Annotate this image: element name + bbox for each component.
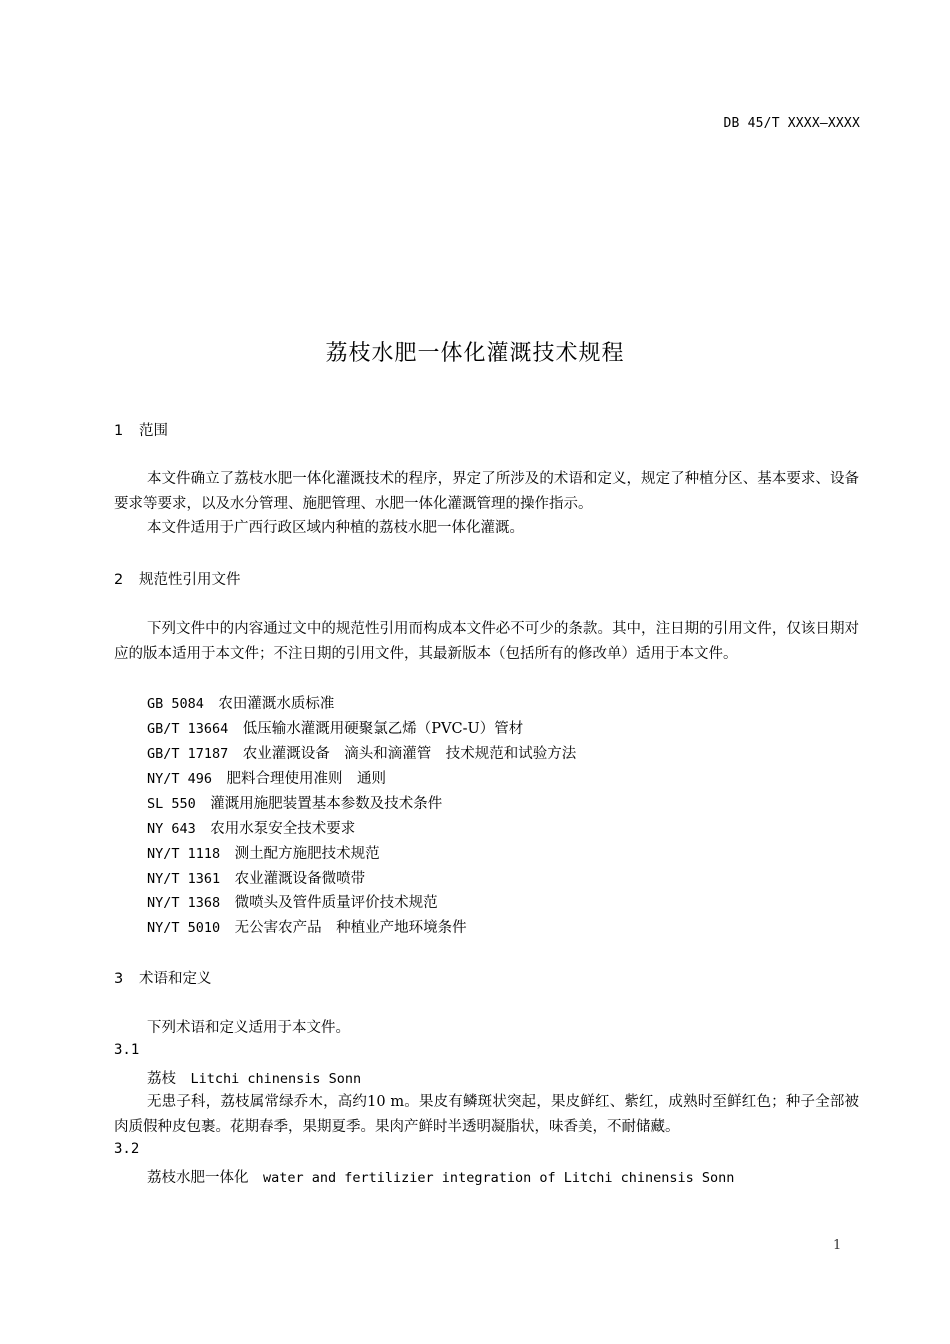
section-2-heading <box>114 568 241 589</box>
section-1-heading <box>114 419 168 440</box>
section-title: 术语和定义 <box>139 971 212 987</box>
standard-code: DB 45/T XXXX—XXXX <box>723 116 860 131</box>
reference-title: 无公害农产品 种植业产地环境条件 <box>234 920 467 936</box>
term-zh: 荔枝水肥一体化 <box>147 1170 249 1186</box>
reference-code: NY/T 496 <box>147 771 213 787</box>
reference-item <box>147 817 355 838</box>
term-number: 3.1 <box>114 1042 140 1058</box>
reference-title: 农用水泵安全技术要求 <box>210 821 356 837</box>
term-definition: 无患子科，荔枝属常绿乔木，高约10 m。果皮有鳞斑状突起，果皮鲜红、紫红，成熟时至鲜红色；种子全部被肉质假种皮包裹。花期春季，果期夏季。果肉产鲜时半透明凝脂状，味香美，不耐储藏。 <box>114 1094 859 1135</box>
section-3-heading <box>114 967 212 988</box>
reference-code: NY/T 1118 <box>147 846 221 862</box>
reference-code: GB/T 13664 <box>147 721 229 737</box>
reference-item <box>147 692 334 713</box>
reference-item <box>147 767 386 788</box>
page-number: 1 <box>833 1238 842 1253</box>
term-en: Litchi chinensis Sonn <box>190 1071 362 1087</box>
reference-item <box>147 842 380 863</box>
reference-title: 低压输水灌溉用硬聚氯乙烯（PVC-U）管材 <box>242 721 524 737</box>
paragraph: 本文件确立了荔枝水肥一体化灌溉技术的程序，界定了所涉及的术语和定义，规定了种植分区、基本要求、设备要求等要求，以及水分管理、施肥管理、水肥一体化灌溉管理的操作指示。 <box>114 471 859 512</box>
section-title: 规范性引用文件 <box>139 572 241 588</box>
reference-code: SL 550 <box>147 796 196 812</box>
reference-item <box>147 916 467 937</box>
term-zh: 荔枝 <box>147 1071 176 1087</box>
reference-title: 农田灌溉水质标准 <box>218 696 335 712</box>
term-en: water and fertilizier integration of Litchi chinensis Sonn <box>263 1170 735 1186</box>
reference-title: 肥料合理使用准则 通则 <box>226 771 387 787</box>
reference-item <box>147 792 442 813</box>
reference-item <box>147 717 523 738</box>
term-number: 3.2 <box>114 1141 140 1157</box>
reference-title: 微喷头及管件质量评价技术规范 <box>234 895 438 911</box>
reference-code: GB 5084 <box>147 696 204 712</box>
reference-title: 农业灌溉设备 滴头和滴灌管 技术规范和试验方法 <box>242 746 577 762</box>
paragraph: 本文件适用于广西行政区域内种植的荔枝水肥一体化灌溉。 <box>147 520 524 536</box>
reference-title: 测土配方施肥技术规范 <box>234 846 380 862</box>
paragraph: 下列文件中的内容通过文中的规范性引用而构成本文件必不可少的条款。其中，注日期的引用文件，仅该日期对应的版本适用于本文件；不注日期的引用文件，其最新版本（包括所有的修改单）适用于本文件。 <box>114 621 859 662</box>
section-title: 范围 <box>139 423 168 439</box>
reference-item <box>147 891 438 912</box>
section-number: 2 <box>114 572 124 588</box>
document-title: 荔枝水肥一体化灌溉技术规程 <box>325 341 625 366</box>
section-number: 3 <box>114 971 124 987</box>
reference-code: GB/T 17187 <box>147 746 229 762</box>
paragraph: 下列术语和定义适用于本文件。 <box>147 1020 350 1036</box>
reference-code: NY/T 1361 <box>147 871 221 887</box>
term-heading <box>147 1166 734 1187</box>
reference-code: NY/T 1368 <box>147 895 221 911</box>
term-heading <box>147 1067 361 1088</box>
reference-item <box>147 742 576 763</box>
reference-title: 农业灌溉设备微喷带 <box>234 871 366 887</box>
reference-title: 灌溉用施肥装置基本参数及技术条件 <box>210 796 443 812</box>
reference-code: NY 643 <box>147 821 196 837</box>
section-number: 1 <box>114 423 124 439</box>
reference-item <box>147 867 365 888</box>
reference-code: NY/T 5010 <box>147 920 221 936</box>
